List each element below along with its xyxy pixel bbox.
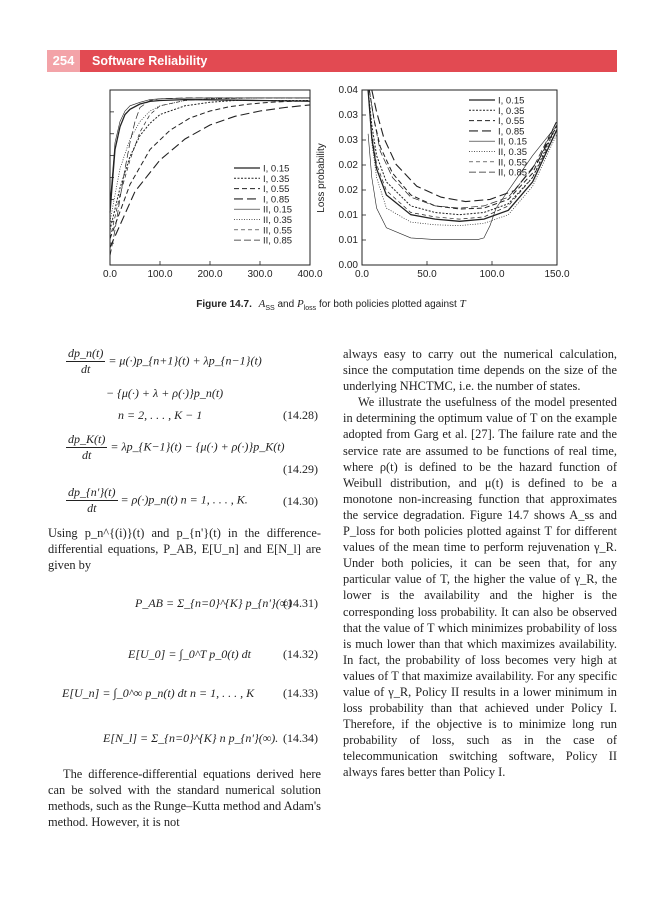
legend [234, 164, 292, 247]
frac-denominator: dt [80, 362, 91, 376]
frac-denominator: dt [87, 501, 97, 515]
left-paragraph-text: The difference-differential equations derived here can be solved with the standard numerical solution methods, such as the Runge–Kutta method and Adam's method. However, it is not [48, 767, 321, 830]
eq-14-34: E[N_l] = Σ_{n=0}^{K} n p_{n'}(∞). [103, 731, 279, 745]
running-title: Software Reliability [92, 54, 208, 68]
eq-14-33: E[U_n] = ∫_0^∞ p_n(t) dt n = 1, . . . , K [62, 686, 255, 700]
right-paragraph-2: We illustrate the usefulness of the model presented in determining the optimum value of T on the example adopted from Garg et al. [27]. The failure rate and the service rate are assumed to be functions of real time, where ρ(t) is defined to be the hazard function of Weibull distribution, and μ(t) is defined to be a monotone non-increasing function that approximates the service degradation. Figure 14.7 shows A_ss and P_loss for both policies plotted against T for different values of the mean time to perform rejuvenation γ_R. Under both policies, it can be seen that, for any particular value of T, the higher the value of γ_R, the lower is the availability and the higher is the corresponding loss probability. It can also be observed that the value of T which minimizes probability of loss is much lower than that which maximizes availability. In fact, the probability of loss becomes very high at values of T that maximize availability. For any specific value of γ_R, Policy II results in a lower minimum in loss probability than that achieved under Policy I. Therefore, if the objective is to minimize long run probability of loss, such as in the case of telecommunication switching software, Policy II always fares better than Policy I. [343, 395, 617, 780]
caption-and: and [277, 299, 295, 310]
legend-label: II, 0.55 [263, 225, 293, 237]
caption-rest: for both policies plotted against [318, 299, 457, 310]
right-paragraph-1: always easy to carry out the numerical calculation, since the computation time depends on the size of the underlying NHCTMC, i.e. the number of states. [343, 347, 617, 394]
series-line-II-0-35 [368, 90, 557, 226]
eq-14-28-line2: − {μ(·) + λ + ρ(·)}p_n(t) [106, 386, 224, 400]
eq-14-30 [66, 485, 248, 516]
eq-14-32: E[U_0] = ∫_0^T p_0(t) dt [128, 647, 251, 661]
using-paragraph [48, 525, 321, 573]
legend-label: II, 0.85 [263, 235, 293, 247]
right-column [343, 346, 617, 781]
running-header [47, 50, 617, 72]
eq-14-32-number: (14.32) [283, 647, 318, 661]
eq-14-29-rhs: = λp_{K−1}(t) − {μ(·) + ρ(·)}p_K(t) [110, 439, 285, 454]
legend-label: II, 0.35 [498, 147, 528, 158]
plot-frame [362, 90, 557, 265]
using-text: Using p_n^{(i)}(t) and p_{n'}(t) in the difference-differential equations, P_AB, E[U_n] and E[N_l] are given by [48, 526, 321, 573]
eq-14-29-number: (14.29) [283, 462, 318, 476]
caption-label: Figure 14.7. [196, 299, 252, 310]
legend-label: I, 0.85 [498, 126, 525, 138]
legend-label: I, 0.55 [498, 116, 525, 128]
y-tick-label: 0.03 [338, 135, 358, 146]
frac-numerator: dp_{n'}(t) [68, 485, 116, 499]
eq-14-28-lhs [66, 346, 262, 377]
eq-14-28-rhs: = μ(·)p_{n+1}(t) + λp_{n−1}(t) [108, 353, 262, 368]
legend-label: I, 0.15 [263, 163, 290, 175]
x-tick-label: 400.0 [297, 269, 323, 280]
caption-sym-a: A [258, 298, 266, 310]
legend [469, 96, 527, 179]
eq-14-30-rhs: = ρ(·)p_n(t) n = 1, . . . , K. [120, 492, 248, 507]
x-tick-label: 50.0 [417, 269, 437, 280]
x-tick-label: 0.0 [355, 269, 369, 280]
eq-14-30-number: (14.30) [283, 494, 318, 508]
loss-probability-chart [316, 85, 570, 280]
legend-label: I, 0.15 [498, 95, 525, 107]
y-axis-label: Loss probability [316, 143, 327, 213]
caption-sub-ss: SS [265, 305, 275, 312]
y-tick-label: 0.03 [338, 110, 358, 121]
frac-numerator: dp_K(t) [68, 432, 106, 446]
y-tick-label: 0.01 [338, 235, 358, 246]
page-number: 254 [47, 50, 80, 72]
frac-denominator: dt [82, 448, 92, 462]
legend-label: II, 0.35 [263, 215, 293, 226]
x-tick-label: 0.0 [103, 269, 117, 280]
eq-14-31-number: (14.31) [283, 596, 318, 610]
left-paragraph [48, 766, 321, 830]
eq-14-28-number: (14.28) [283, 408, 318, 422]
eq-14-29 [66, 432, 285, 463]
legend-label: I, 0.35 [498, 105, 525, 117]
x-tick-label: 100.0 [479, 269, 505, 280]
caption-sub-loss: loss [303, 305, 317, 312]
x-tick-label: 300.0 [247, 269, 273, 280]
eq-14-33-number: (14.33) [283, 686, 318, 700]
x-tick-label: 100.0 [147, 269, 173, 280]
y-tick-label: 0.00 [338, 260, 358, 271]
x-tick-label: 200.0 [197, 269, 223, 280]
legend-label: II, 0.55 [498, 157, 528, 169]
eq-14-34-number: (14.34) [283, 731, 318, 745]
legend-label: I, 0.85 [263, 194, 290, 206]
figure-caption [0, 298, 662, 312]
y-tick-label: 0.01 [338, 210, 358, 221]
series-group [368, 90, 557, 240]
series-line-II-0-55 [368, 90, 557, 219]
legend-label: II, 0.15 [263, 204, 293, 216]
legend-label: I, 0.55 [263, 184, 290, 196]
legend-label: II, 0.85 [498, 167, 528, 179]
eq-14-28-line3: n = 2, . . . , K − 1 [118, 408, 203, 422]
caption-T: T [459, 298, 466, 310]
frac-numerator: dp_n(t) [68, 346, 104, 360]
caption-sym-p: P [296, 298, 304, 310]
legend-label: II, 0.15 [498, 136, 528, 148]
y-tick-label: 0.02 [338, 160, 358, 171]
y-tick-label: 0.04 [338, 85, 358, 96]
legend-label: I, 0.35 [263, 173, 290, 185]
x-tick-label: 150.0 [544, 269, 570, 280]
series-line-I-0-35 [368, 90, 557, 215]
series-line-II-0-85 [369, 90, 557, 208]
y-tick-label: 0.02 [338, 185, 358, 196]
eq-14-31: P_AB = Σ_{n=0}^{K} p_{n'}(∞) [135, 596, 293, 610]
series-line-I-0-55 [369, 90, 557, 209]
